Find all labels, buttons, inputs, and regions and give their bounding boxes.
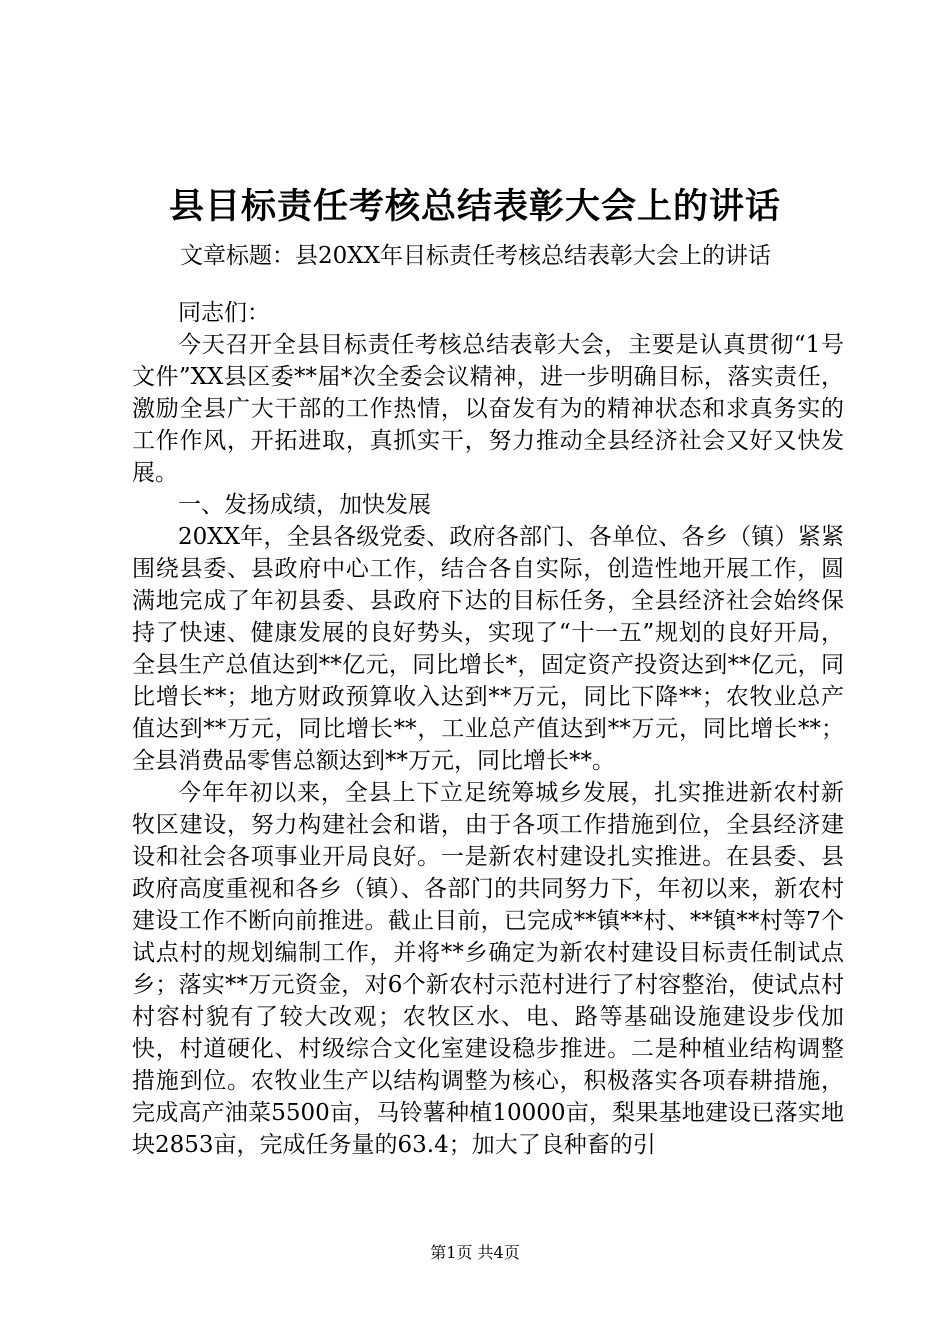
document-subtitle: 文章标题：县20XX年目标责任考核总结表彰大会上的讲话 bbox=[180, 243, 772, 269]
document-title: 县目标责任考核总结表彰大会上的讲话 bbox=[168, 186, 781, 227]
section-heading: 一、发扬成绩，加快发展 bbox=[178, 492, 431, 518]
paragraph-achievements: 20XX年，全县各级党委、政府各部门、各单位、各乡（镇）紧紧围绕县委、县政府中心工作，结合各自实际，创造性地开展工作，圆满地完成了年初县委、县政府下达的目标任务，全县经济社会始终保持了快速、健康发展的良好势头，实现了“十一五”规划的良好开局，全县生产总值达到**亿元，同比增长*，固定资产投资达到**亿元，同比增长**；地方财政预算收入达到**万元，同比下降**；农牧业总产值达到**万元，同比增长**，工业总产值达到**万元，同比增长**；全县消费品零售总额达到**万元，同比增长**。 bbox=[132, 524, 844, 774]
paragraph-progress: 今年年初以来，全县上下立足统筹城乡发展，扎实推进新农村新牧区建设，努力构建社会和谐，由于各项工作措施到位，全县经济建设和社会各项事业开局良好。一是新农村建设扎实推进。在县委、县政府高度重视和各乡（镇）、各部门的共同努力下，年初以来，新农村建设工作不断向前推进。截止目前，已完成**镇**村、**镇**村等7个试点村的规划编制工作，并将**乡确定为新农村建设目标责任制试点乡；落实**万元资金，对6个新农村示范村进行了村容整治，使试点村村容村貌有了较大改观；农牧区水、电、路等基础设施建设步伐加快，村道硬化、村级综合文化室建设稳步推进。二是种植业结构调整措施到位。农牧业生产以结构调整为核心，积极落实各项春耕措施，完成高产油菜5500亩，马铃薯种植10000亩，梨果基地建设已落实地块2853亩，完成任务量的63.4；加大了良种畜的引 bbox=[132, 780, 844, 1158]
salutation: 同志们： bbox=[178, 300, 270, 326]
document-body bbox=[132, 297, 844, 1161]
page-footer: 第1页 共4页 bbox=[430, 1243, 520, 1262]
paragraph-intro: 今天召开全县目标责任考核总结表彰大会，主要是认真贯彻“1号文件”XX县区委**届*次全委会议精神，进一步明确目标，落实责任，激励全县广大干部的工作热情，以奋发有为的精神状态和求真务实的工作作风，开拓进取，真抓实干，努力推动全县经济社会又好又快发展。 bbox=[132, 332, 844, 486]
